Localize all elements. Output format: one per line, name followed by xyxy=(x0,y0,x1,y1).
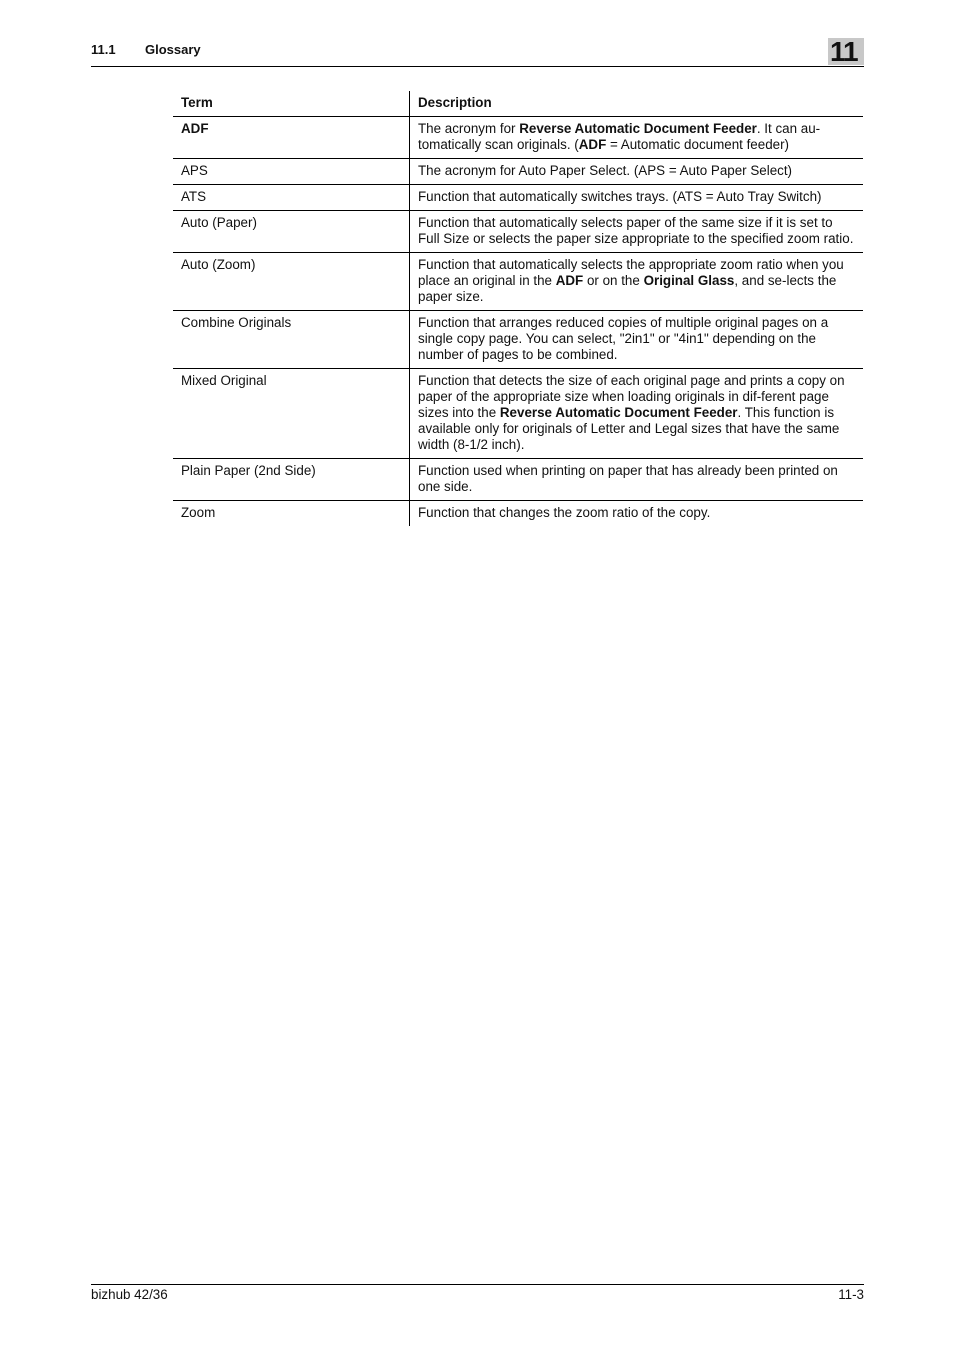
column-header-description: Description xyxy=(410,91,864,117)
description-text: . This function is available only for originals of Letter and Legal sizes that have the same width (8-1/2 inch). xyxy=(418,405,840,452)
description-text: The acronym for Auto Paper Select. (APS = Auto Paper Select) xyxy=(418,163,793,178)
description-text: or on the xyxy=(583,273,644,288)
glossary-description xyxy=(410,211,864,253)
description-emphasis: ADF xyxy=(555,273,584,288)
product-name: bizhub 42/36 xyxy=(91,1287,168,1302)
page-header xyxy=(91,38,864,67)
glossary-term: Plain Paper (2nd Side) xyxy=(173,459,410,501)
table-header-row xyxy=(173,91,863,117)
description-text: Function that changes the zoom ratio of the copy. xyxy=(418,505,711,520)
table-row xyxy=(173,311,863,369)
description-text: The acronym for xyxy=(418,121,520,136)
glossary-body xyxy=(173,117,863,527)
description-emphasis: ADF xyxy=(578,137,607,152)
page-footer xyxy=(91,1284,864,1302)
glossary-term: ADF xyxy=(173,117,410,159)
table-row xyxy=(173,211,863,253)
description-text: . It can au-tomatically scan originals. ( xyxy=(418,121,821,152)
description-text: Function that arranges reduced copies of multiple original pages on a single copy page. You can select, "2in1" or "4in1" depending on the number of pages to be combined. xyxy=(418,315,829,362)
glossary-description xyxy=(410,459,864,501)
description-emphasis: Reverse Automatic Document Feeder xyxy=(519,121,757,136)
table-row xyxy=(173,117,863,159)
description-text: Function that automatically selects the appropriate zoom ratio when you place an original in the xyxy=(418,257,844,288)
glossary-description xyxy=(410,369,864,459)
table-row xyxy=(173,459,863,501)
page-number: 11-3 xyxy=(838,1287,864,1302)
glossary-term: Zoom xyxy=(173,501,410,527)
glossary-term: Auto (Zoom) xyxy=(173,253,410,311)
description-text: Function that automatically switches trays. (ATS = Auto Tray Switch) xyxy=(418,189,822,204)
glossary-table xyxy=(173,91,863,526)
glossary-description xyxy=(410,117,864,159)
glossary-term: APS xyxy=(173,159,410,185)
description-text: Function used when printing on paper that has already been printed on one side. xyxy=(418,463,838,494)
description-emphasis: Reverse Automatic Document Feeder xyxy=(499,405,738,420)
glossary-description xyxy=(410,501,864,527)
glossary-description xyxy=(410,253,864,311)
description-text: , and se-lects the paper size. xyxy=(418,273,837,304)
glossary-term: Combine Originals xyxy=(173,311,410,369)
description-text: = Automatic document feeder) xyxy=(606,137,790,152)
table-row xyxy=(173,501,863,527)
chapter-badge xyxy=(828,38,864,65)
section-number: 11.1 xyxy=(91,42,116,57)
table-row xyxy=(173,185,863,211)
glossary-term: ATS xyxy=(173,185,410,211)
description-text: Function that detects the size of each original page and prints a copy on paper of the appropriate size when loading originals in dif-ferent page sizes into the xyxy=(418,373,845,420)
description-text: Function that automatically selects paper of the same size if it is set to Full Size or selects the paper size appropriate to the specified zoom ratio. xyxy=(418,215,854,246)
section-title: Glossary xyxy=(145,42,201,57)
glossary-term: Mixed Original xyxy=(173,369,410,459)
chapter-number: 11 xyxy=(830,38,858,65)
glossary-term: Auto (Paper) xyxy=(173,211,410,253)
table-row xyxy=(173,369,863,459)
glossary-description xyxy=(410,185,864,211)
table-row xyxy=(173,159,863,185)
column-header-term: Term xyxy=(173,91,410,117)
glossary-description xyxy=(410,159,864,185)
glossary-description xyxy=(410,311,864,369)
table-row xyxy=(173,253,863,311)
description-emphasis: Original Glass xyxy=(643,273,735,288)
